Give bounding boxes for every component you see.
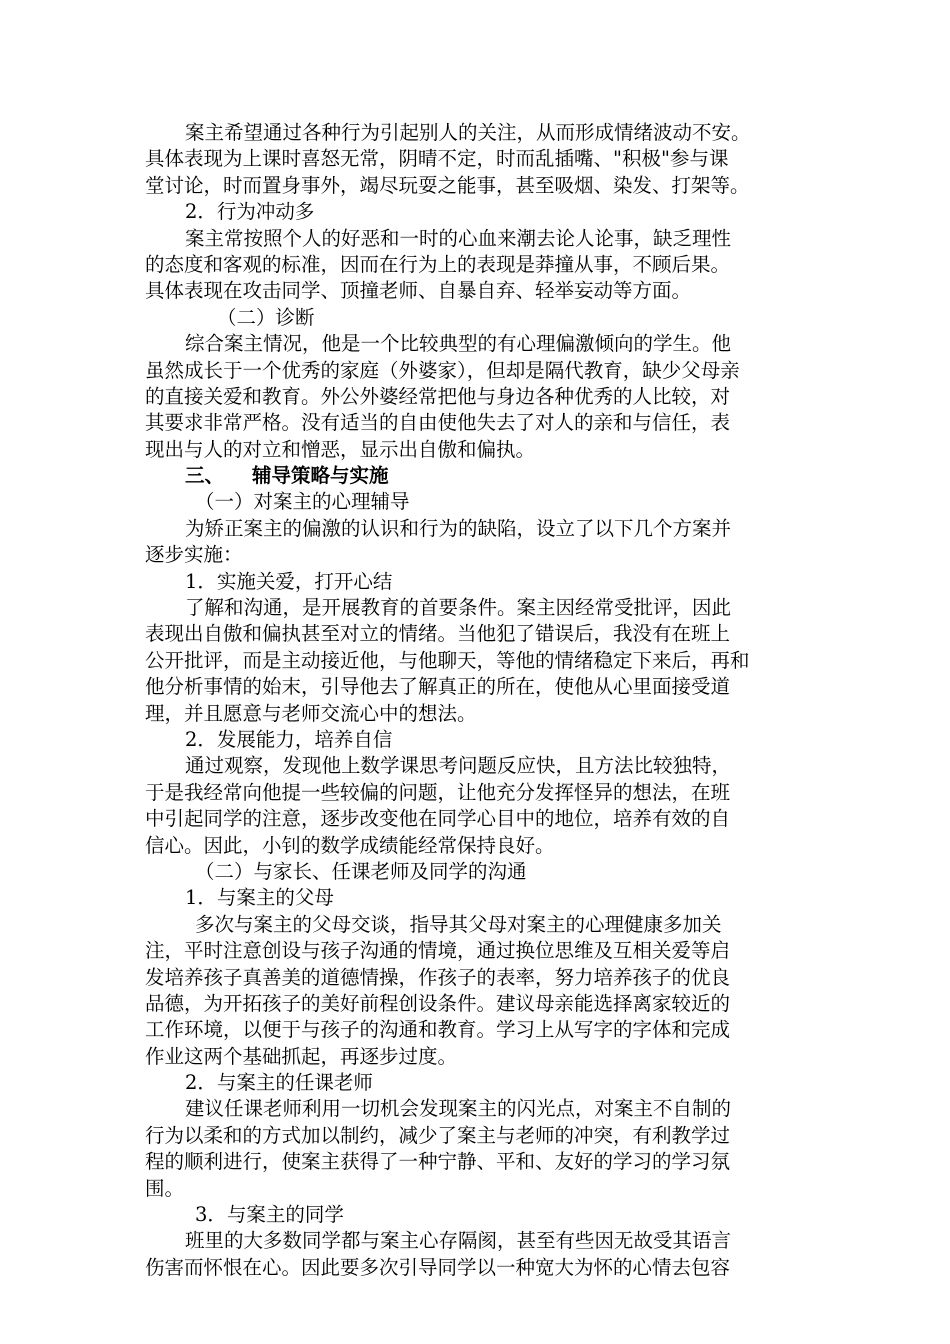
paragraph-line: 现出与人的对立和憎恶，显示出自傲和偏执。 <box>145 437 536 461</box>
paragraph-line: 围。 <box>145 1176 185 1200</box>
paragraph-line: 案主常按照个人的好恶和一时的心血来潮去论人论事，缺乏理性 <box>185 226 732 250</box>
paragraph-line: 工作环境，以便于与孩子的沟通和教育。学习上从写字的字体和完成 <box>145 1018 731 1042</box>
paragraph-line: 建议任课老师利用一切机会发现案主的闪光点，对案主不自制的 <box>185 1097 732 1121</box>
paragraph-line: 的直接关爱和教育。外公外婆经常把他与身边各种优秀的人比较，对 <box>145 384 731 408</box>
subheading-behavior-impulsive: 2．行为冲动多 <box>185 200 315 224</box>
paragraph-line: 品德，为开拓孩子的美好前程创设条件。建议母亲能选择离家较近的 <box>145 991 731 1015</box>
paragraph-line: 综合案主情况，他是一个比较典型的有心理偏激倾向的学生。他 <box>185 332 732 356</box>
paragraph-line: 逐步实施： <box>145 543 243 567</box>
paragraph-line: 伤害而怀恨在心。因此要多次引导同学以一种宽大为怀的心情去包容 <box>145 1255 731 1279</box>
paragraph-line: 具体表现在攻击同学、顶撞老师、自暴自弃、轻举妄动等方面。 <box>145 279 692 303</box>
paragraph-line: 公开批评，而是主动接近他，与他聊天，等他的情绪稳定下来后，再和 <box>145 648 750 672</box>
section-heading <box>145 463 807 489</box>
paragraph-line: 具体表现为上课时喜怒无常，阴晴不定，时而乱插嘴、"积极"参与课 <box>145 147 729 171</box>
subheading-communication: （二）与家长、任课老师及同学的沟通 <box>195 859 527 883</box>
paragraph-line: 注，平时注意创设与孩子沟通的情境，通过换位思维及互相关爱等启 <box>145 939 731 963</box>
paragraph-line: 虽然成长于一个优秀的家庭（外婆家），但却是隔代教育，缺少父母亲 <box>145 358 740 382</box>
paragraph-line: 班里的大多数同学都与案主心存隔阂，甚至有些因无故受其语言 <box>185 1229 732 1253</box>
subheading-teachers: 2．与案主的任课老师 <box>185 1071 373 1095</box>
paragraph-line: 通过观察，发现他上数学课思考问题反应快，且方法比较独特， <box>185 754 732 778</box>
section-number: 三、 <box>185 464 225 488</box>
subheading-counseling: （一）对案主的心理辅导 <box>195 490 410 514</box>
paragraph-line: 的态度和客观的标准，因而在行为上的表现是莽撞从事，不顾后果。 <box>145 252 731 276</box>
document-page <box>145 120 807 1281</box>
paragraph-line: 行为以柔和的方式加以制约，减少了案主与老师的冲突，有利教学过 <box>145 1123 731 1147</box>
paragraph-line: 他分析事情的始末，引导他去了解真正的所在，使他从心里面接受道 <box>145 675 731 699</box>
subheading-confidence: 2．发展能力，培养自信 <box>185 727 393 751</box>
paragraph-line: 作业这两个基础抓起，再逐步过度。 <box>145 1044 458 1068</box>
paragraph-line: 中引起同学的注意，逐步改变他在同学心目中的地位，培养有效的自 <box>145 807 731 831</box>
paragraph-line: 堂讨论，时而置身事外，竭尽玩耍之能事，甚至吸烟、染发、打架等。 <box>145 173 750 197</box>
paragraph-line: 程的顺利进行，使案主获得了一种宁静、平和、友好的学习的学习氛 <box>145 1150 731 1174</box>
subheading-diagnosis: （二）诊断 <box>217 305 315 329</box>
paragraph-line: 多次与案主的父母交谈，指导其父母对案主的心理健康多加关 <box>195 912 722 936</box>
paragraph-line: 案主希望通过各种行为引起别人的关注，从而形成情绪波动不安。 <box>185 121 751 144</box>
paragraph-line: 为矫正案主的偏激的认识和行为的缺陷，设立了以下几个方案并 <box>185 516 732 540</box>
subheading-classmates: 3．与案主的同学 <box>195 1203 344 1227</box>
paragraph-line: 理，并且愿意与老师交流心中的想法。 <box>145 701 477 725</box>
paragraph-line: 发培养孩子真善美的道德情操，作孩子的表率，努力培养孩子的优良 <box>145 965 731 989</box>
paragraph-line: 了解和沟通，是开展教育的首要条件。案主因经常受批评，因此 <box>185 596 732 620</box>
subheading-care: 1．实施关爱，打开心结 <box>185 569 393 593</box>
subheading-parents: 1．与案主的父母 <box>185 886 334 910</box>
section-title: 辅导策略与实施 <box>252 464 389 488</box>
paragraph-line: 表现出自傲和偏执甚至对立的情绪。当他犯了错误后，我没有在班上 <box>145 622 731 646</box>
paragraph-line: 信心。因此，小钊的数学成绩能经常保持良好。 <box>145 833 555 857</box>
paragraph-line: 其要求非常严格。没有适当的自由使他失去了对人的亲和与信任，表 <box>145 411 731 435</box>
paragraph-line: 于是我经常向他提一些较偏的问题，让他充分发挥怪异的想法，在班 <box>145 780 731 804</box>
